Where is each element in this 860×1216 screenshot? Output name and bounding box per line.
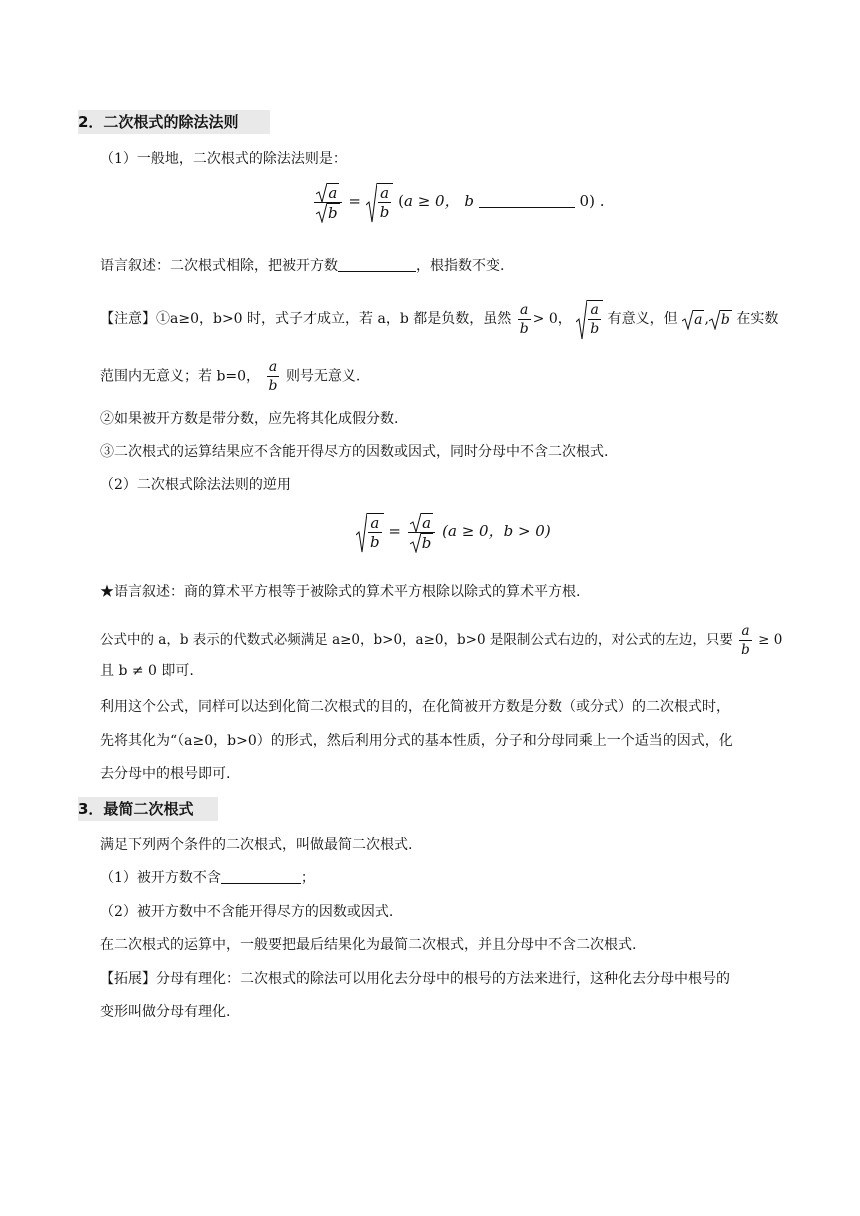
formula-note: 公式中的 a，b 表示的代数式必频满足 a≥0，b>0，a≥0，b>0 是限制公式右边的，对公式的左边，只要 $\frac{a}{b}$ ≥ 0 [100, 623, 783, 658]
note-point-3: ③二次根式的运算结果应不含能开得尽方的因数或因式，同时分母中不含二次根式. [100, 444, 609, 460]
language-statement-1: 语言叙述：二次根式相除，把被开方数 ，根指数不变. [100, 258, 505, 274]
answer-blank-3[interactable] [221, 869, 301, 884]
note-paragraph: 【注意】①a≥0，b>0 时，式子才成立，若 a，b 都是负数，虽然 $\frac{a}{b}$ > 0， $\frac{a}{b}$ 有意义，但 a , b 在实数 [100, 301, 779, 337]
formula-note-line-2: 且 b ≠ 0 即可. [100, 663, 194, 679]
section-heading-2: 2．二次根式的除法法则 [78, 110, 270, 134]
note-point-2: ②如果被开方数是带分数，应先将其化成假分数. [100, 411, 399, 427]
answer-blank-1[interactable] [479, 193, 575, 208]
note-line-2: 范围内无意义；若 b=0， $\frac{a}{b}$ 则号无意义. [100, 359, 361, 394]
star-language-statement: ★语言叙述：商的算术平方根等于被除式的算术平方根除以除式的算术平方根. [100, 584, 581, 600]
answer-blank-2[interactable] [338, 257, 416, 272]
sub-heading-1: （1）一般地，二次根式的除法法则是： [100, 151, 347, 167]
simplification-rule: 在二次根式的运算中，一般要把最后结果化为最简二次根式，并且分母中不含二次根式. [100, 937, 637, 953]
formula1-left-fraction: $\frac{a}{b}$ [314, 182, 342, 222]
extension-line-2: 变形叫做分母有理化. [100, 1004, 231, 1020]
usage-paragraph-line-3: 去分母中的根号即可. [100, 766, 231, 782]
usage-paragraph-line-2: 先将其化为“（a≥0，b>0）的形式，然后利用分式的基本性质，分子和分母同乘上一个适当的因式，化 [100, 733, 733, 749]
equals-sign: = [348, 192, 361, 210]
sub-heading-2: （2）二次根式除法法则的逆用 [100, 477, 291, 493]
usage-paragraph-line-1: 利用这个公式，同样可以达到化简二次根式的目的，在化简被开方数是分数（或分式）的二次根式时， [100, 699, 730, 715]
section-heading-3: 3．最简二次根式 [78, 797, 218, 821]
condition-2: （2）被开方数中不含能开得尽方的因数或因式. [100, 904, 394, 920]
extension-line-1: 【拓展】分母有理化：二次根式的除法可以用化去分母中的根号的方法来进行，这种化去分母中根号的 [100, 971, 730, 987]
simplest-radical-intro: 满足下列两个条件的二次根式，叫做最简二次根式. [100, 837, 413, 853]
division-rule-formula: $\frac{a}{b}$ = $\frac{a}{b}$ (a ≥ 0， b 0) . [312, 182, 604, 222]
formula1-right-radical: $\frac{a}{b}$ [366, 183, 394, 221]
condition-1: （1）被开方数不含 ； [100, 870, 315, 886]
inverse-division-formula: $\frac{a}{b}$ = $\frac{a}{b}$ (a ≥ 0，b > 0) [356, 512, 551, 552]
